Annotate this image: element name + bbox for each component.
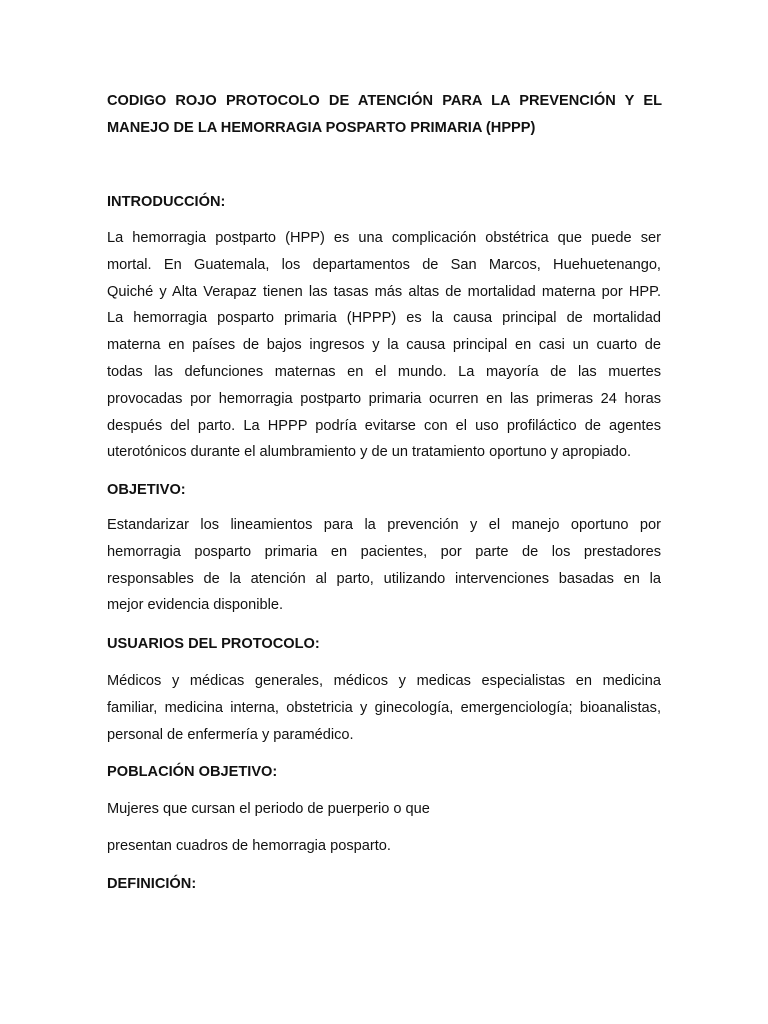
usuarios-paragraph: [107, 668, 661, 748]
paragraph-line: todas las defunciones maternas en el mundo. La mayoría de las muertes: [107, 363, 661, 380]
paragraph-line: después del parto. La HPPP podría evitarse con el uso profiláctico de agentes: [107, 417, 661, 434]
paragraph-line: personal de enfermería y paramédico.: [107, 726, 354, 743]
usuarios-heading: USUARIOS DEL PROTOCOLO:: [107, 636, 320, 652]
objetivo-heading: OBJETIVO:: [107, 482, 186, 498]
paragraph-line: mejor evidencia disponible.: [107, 597, 284, 614]
poblacion-heading: POBLACIÓN OBJETIVO:: [107, 764, 278, 780]
paragraph-line: Quiché y Alta Verapaz tienen las tasas más altas de mortalidad materna por HPP.: [107, 283, 661, 300]
objetivo-paragraph: [107, 512, 661, 619]
paragraph-line: responsables de la atención al parto, utilizando intervenciones basadas en la: [107, 570, 661, 587]
paragraph-line: hemorragia posparto primaria en pacientes, por parte de los prestadores: [107, 543, 661, 560]
paragraph-line: materna en países de bajos ingresos y la causa principal en casi un cuarto de: [107, 337, 661, 354]
poblacion-text-line: Mujeres que cursan el periodo de puerperio o que: [107, 801, 430, 817]
document-title: [107, 88, 662, 142]
paragraph-line: Médicos y médicas generales, médicos y medicas especialistas en medicina: [107, 673, 661, 689]
paragraph-line: La hemorragia posparto primaria (HPPP) es la causa principal de mortalidad: [107, 310, 661, 327]
title-line: CODIGO ROJO PROTOCOLO DE ATENCIÓN PARA LA PREVENCIÓN Y EL: [107, 93, 662, 109]
definicion-heading: DEFINICIÓN:: [107, 876, 197, 892]
paragraph-line: La hemorragia postparto (HPP) es una complicación obstétrica que puede ser: [107, 230, 661, 246]
paragraph-line: mortal. En Guatemala, los departamentos de San Marcos, Huehuetenango,: [107, 256, 661, 273]
intro-paragraph: [107, 225, 661, 466]
paragraph-line: provocadas por hemorragia postparto primaria ocurren en las primeras 24 horas: [107, 390, 661, 407]
title-line: MANEJO DE LA HEMORRAGIA POSPARTO PRIMARIA (HPPP): [107, 120, 536, 136]
poblacion-text-line: presentan cuadros de hemorragia posparto.: [107, 838, 391, 854]
paragraph-line: uterotónicos durante el alumbramiento y de un tratamiento oportuno y apropiado.: [107, 444, 632, 461]
intro-heading: INTRODUCCIÓN:: [107, 194, 226, 210]
paragraph-line: familiar, medicina interna, obstetricia y ginecología, emergenciología; bioanalistas,: [107, 699, 661, 716]
paragraph-line: Estandarizar los lineamientos para la prevención y el manejo oportuno por: [107, 517, 661, 533]
